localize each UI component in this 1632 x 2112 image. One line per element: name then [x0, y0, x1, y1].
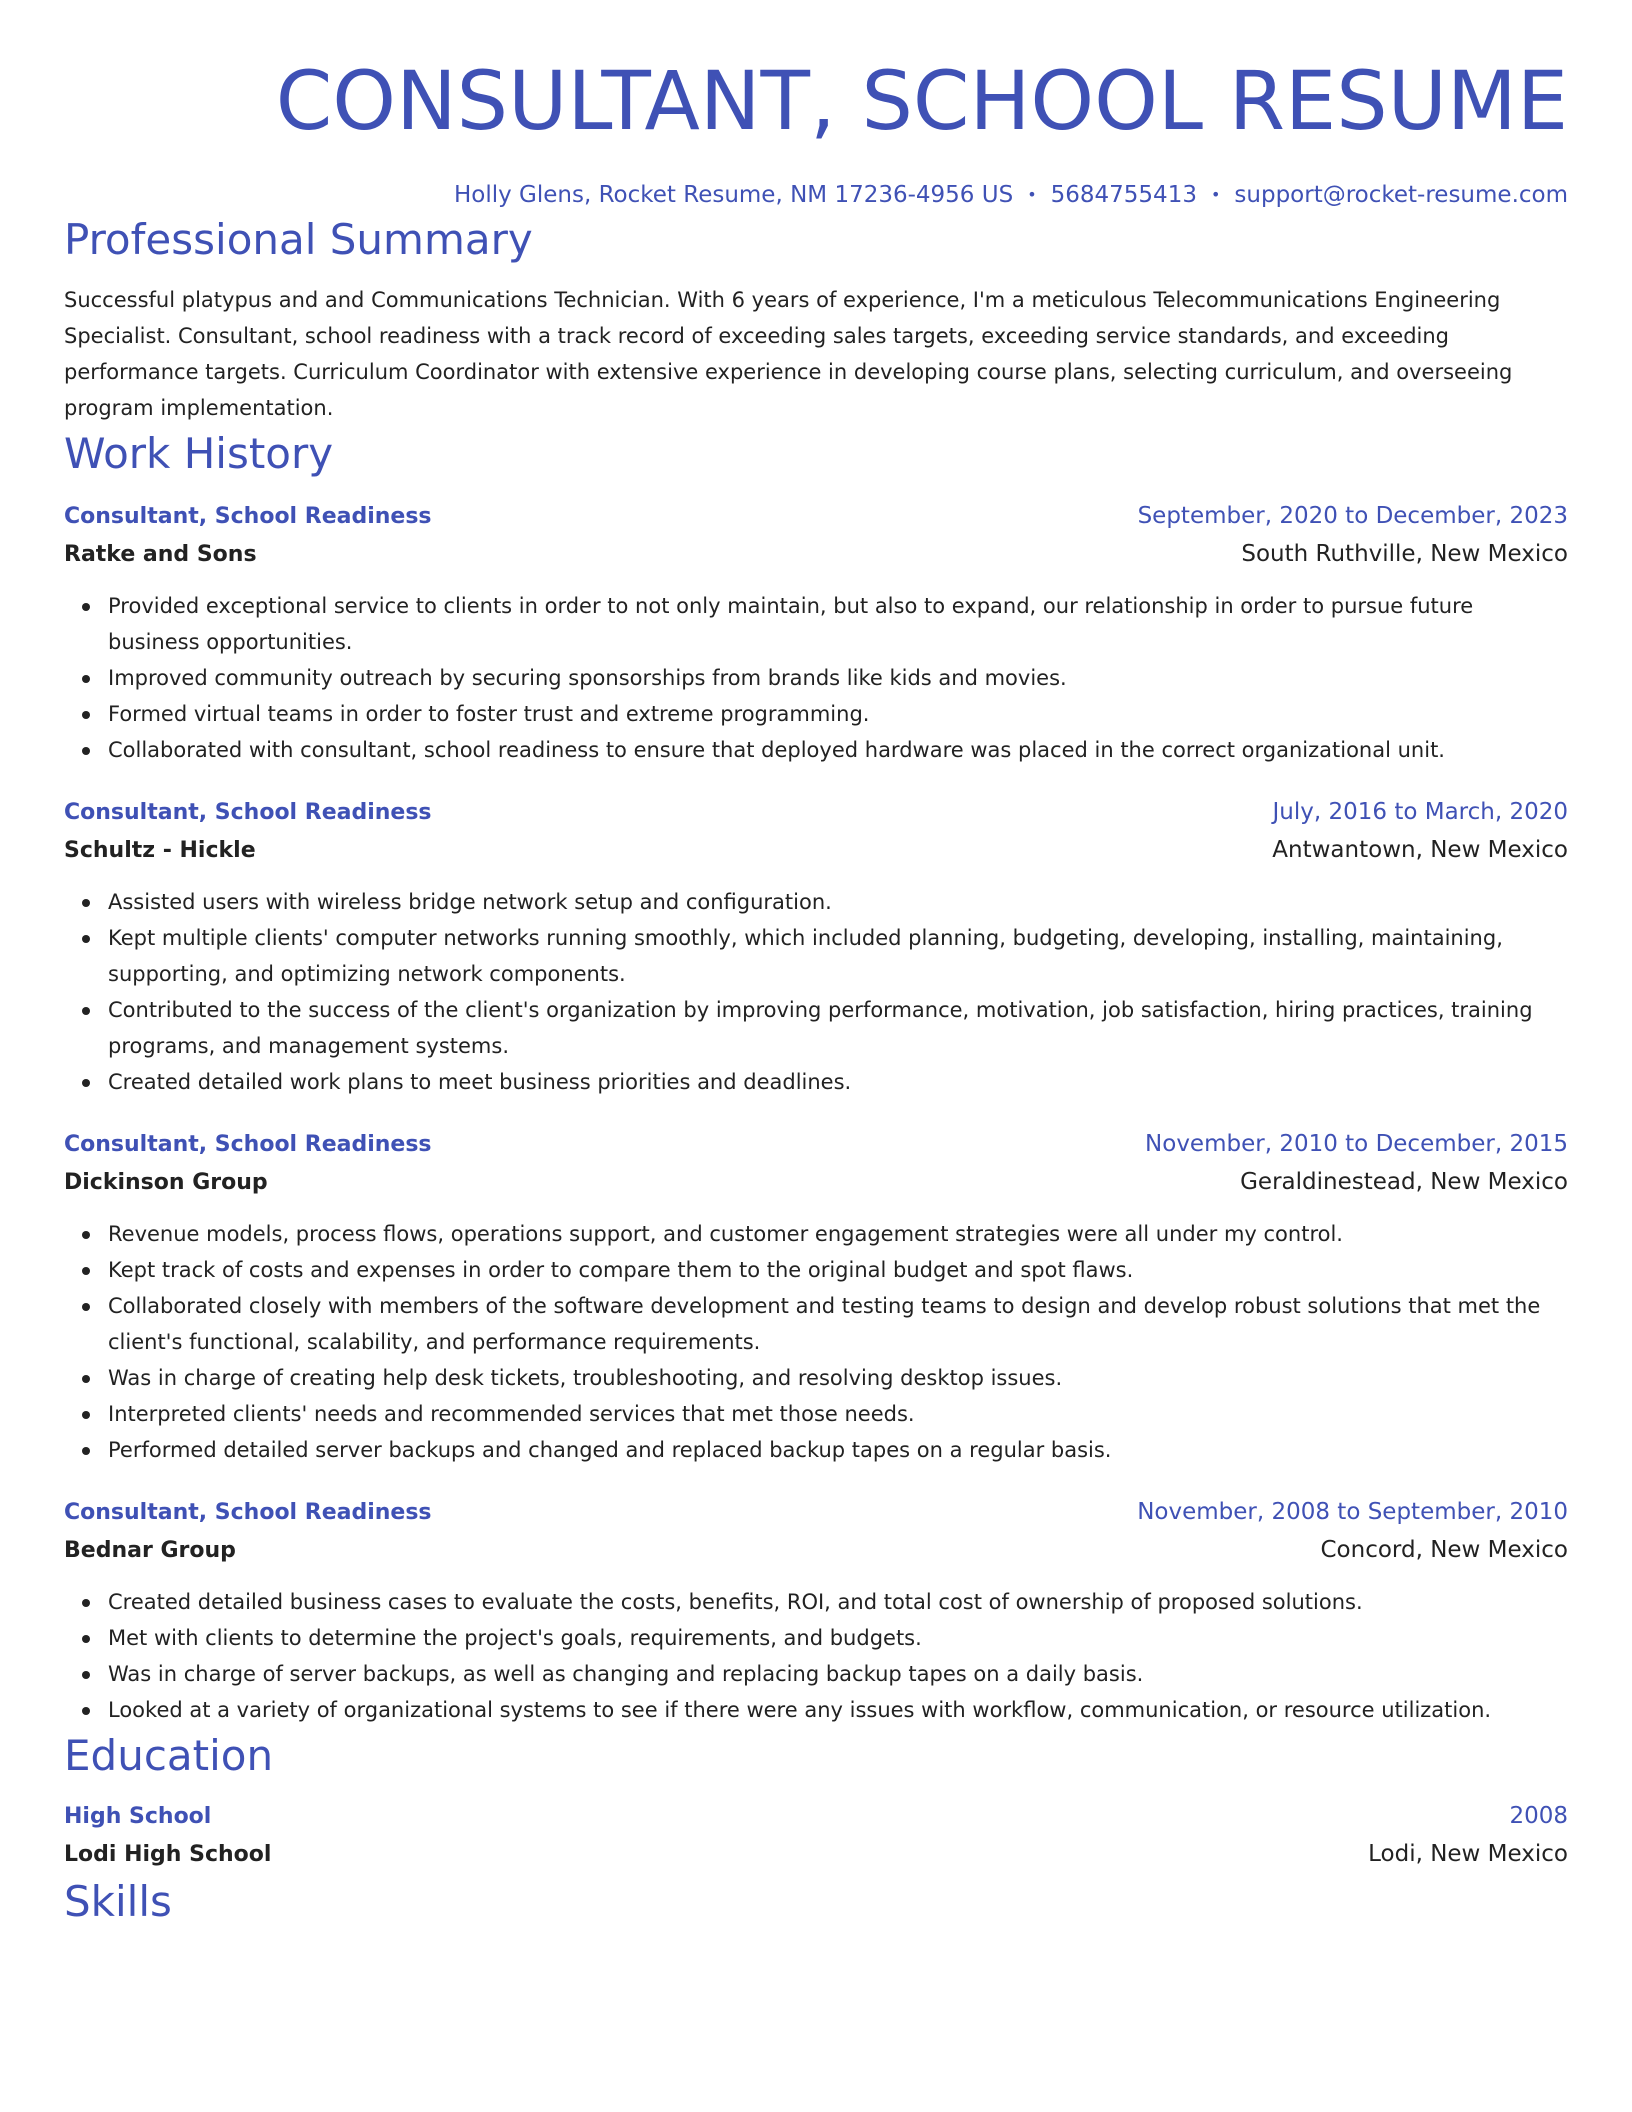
job-company: Bednar Group — [64, 1538, 236, 1563]
job-company: Schultz - Hickle — [64, 838, 256, 863]
education-location: Lodi, New Mexico — [1368, 1841, 1568, 1867]
job-bullet: Met with clients to determine the project's goals, requirements, and budgets. — [108, 1620, 1568, 1656]
resume-page — [64, 0, 1568, 2112]
job-bullet: Was in charge of server backups, as well as changing and replacing backup tapes on a daily basis. — [108, 1656, 1568, 1692]
job-location: South Ruthville, New Mexico — [1241, 541, 1568, 567]
job-bullet: Assisted users with wireless bridge network setup and configuration. — [108, 884, 1568, 920]
job-dates: September, 2020 to December, 2023 — [1137, 503, 1568, 529]
job-bullet: Collaborated closely with members of the software development and testing teams to design and develop robust solutions that met the client's functional, scalability, and performance requirements. — [108, 1288, 1568, 1360]
education-year: 2008 — [1509, 1803, 1568, 1829]
contact-separator: • — [1027, 185, 1037, 204]
job-bullet: Provided exceptional service to clients in order to not only maintain, but also to expand, our relationship in order to pursue future business opportunities. — [108, 588, 1568, 660]
job-role: Consultant, School Readiness — [64, 504, 432, 529]
job-bullet: Collaborated with consultant, school readiness to ensure that deployed hardware was placed in the correct organizational unit. — [108, 732, 1568, 768]
job-bullet: Was in charge of creating help desk tickets, troubleshooting, and resolving desktop issues. — [108, 1360, 1568, 1396]
contact-line — [64, 178, 1568, 212]
job-bullet: Looked at a variety of organizational systems to see if there were any issues with workflow, communication, or resource utilization. — [108, 1692, 1568, 1728]
education-degree: High School — [64, 1804, 212, 1829]
job-dates: July, 2016 to March, 2020 — [1272, 799, 1568, 825]
job-bullet: Created detailed work plans to meet business priorities and deadlines. — [108, 1064, 1568, 1100]
job-dates: November, 2010 to December, 2015 — [1145, 1131, 1568, 1157]
job-company: Dickinson Group — [64, 1170, 268, 1195]
work-history-heading: Work History — [64, 429, 334, 478]
work-history-list — [64, 498, 1568, 1728]
job-bullet: Kept track of costs and expenses in order to compare them to the original budget and spot flaws. — [108, 1252, 1568, 1288]
job-dates: November, 2008 to September, 2010 — [1137, 1499, 1568, 1525]
contact-email: support@rocket-resume.com — [1234, 182, 1568, 208]
job-bullet: Performed detailed server backups and changed and replaced backup tapes on a regular basis. — [108, 1432, 1568, 1468]
job-bullet: Formed virtual teams in order to foster trust and extreme programming. — [108, 696, 1568, 732]
job-bullet: Created detailed business cases to evaluate the costs, benefits, ROI, and total cost of ownership of proposed solutions. — [108, 1584, 1568, 1620]
job-role: Consultant, School Readiness — [64, 1132, 432, 1157]
job-bullet: Kept multiple clients' computer networks running smoothly, which included planning, budgeting, developing, installing, maintaining, supporting, and optimizing network components. — [108, 920, 1568, 992]
education-school: Lodi High School — [64, 1842, 272, 1867]
job-bullet: Revenue models, process flows, operations support, and customer engagement strategies were all under my control. — [108, 1216, 1568, 1252]
job-bullet: Improved community outreach by securing sponsorships from brands like kids and movies. — [108, 660, 1568, 696]
job-location: Concord, New Mexico — [1320, 1537, 1568, 1563]
job-bullet: Contributed to the success of the client's organization by improving performance, motivation, job satisfaction, hiring practices, training programs, and management systems. — [108, 992, 1568, 1064]
job-bullet-list — [64, 1216, 1568, 1468]
summary-text: Successful platypus and and Communications Technician. With 6 years of experience, I'm a meticulous Telecommunications Engineering Specialist. Consultant, school readiness with a track record of exceeding sales targets, exceeding service standards, and exceeding performance targets. Curriculum Coordinator with extensive experience in developing course plans, selecting curriculum, and overseeing program implementation. — [64, 288, 1513, 420]
contact-phone: 5684755413 — [1050, 182, 1197, 208]
summary-heading: Professional Summary — [64, 215, 533, 264]
job-company: Ratke and Sons — [64, 542, 257, 567]
job-role: Consultant, School Readiness — [64, 1500, 432, 1525]
contact-separator: • — [1210, 185, 1221, 204]
job-location: Antwantown, New Mexico — [1272, 837, 1568, 863]
job-bullet: Interpreted clients' needs and recommended services that met those needs. — [108, 1396, 1568, 1432]
education-entry — [64, 1798, 1568, 1874]
job-bullet-list — [64, 884, 1568, 1100]
job-location: Geraldinestead, New Mexico — [1240, 1169, 1568, 1195]
resume-title: CONSULTANT, SCHOOL RESUME — [275, 55, 1568, 149]
job-entry — [64, 794, 1568, 1100]
job-bullet-list — [64, 1584, 1568, 1728]
skills-heading: Skills — [64, 1877, 172, 1926]
job-entry — [64, 498, 1568, 768]
job-bullet-list — [64, 588, 1568, 768]
education-heading: Education — [64, 1731, 274, 1780]
job-entry — [64, 1126, 1568, 1468]
job-entry — [64, 1494, 1568, 1728]
contact-address: Holly Glens, Rocket Resume, NM 17236-4956 US — [453, 182, 1014, 208]
job-role: Consultant, School Readiness — [64, 800, 432, 825]
